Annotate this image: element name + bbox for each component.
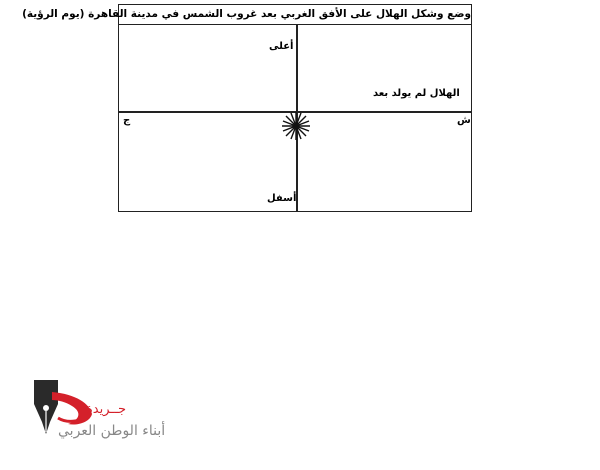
label-moon-status: الهلال لم يولد بعد	[373, 88, 460, 99]
diagram-title: وضع وشكل الهلال على الأفق الغربي بعد غروب الشمس في مدينة القاهرة (يوم الرؤية)	[119, 5, 471, 25]
compass-star-icon	[281, 111, 311, 141]
label-north: ش	[457, 115, 471, 126]
logo-text-newspaper: جــريدة	[86, 402, 127, 417]
logo-text-name: أبناء الوطن العربي	[58, 423, 166, 439]
label-south: ج	[123, 115, 131, 126]
moon-diagram	[22, 4, 472, 212]
label-bottom: أسفل	[267, 193, 297, 204]
label-top: أعلى	[269, 41, 294, 52]
